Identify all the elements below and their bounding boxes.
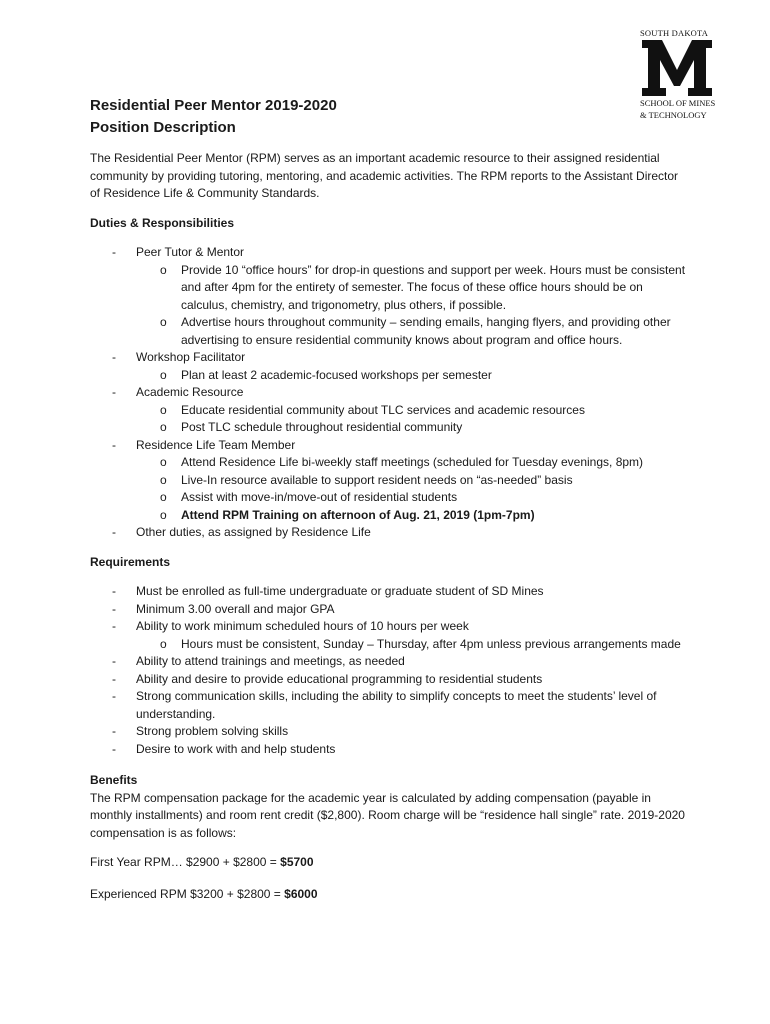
circle-bullet: o xyxy=(160,455,167,469)
requirement-item xyxy=(90,671,690,689)
duty-item xyxy=(90,437,690,525)
dash-bullet: - xyxy=(112,724,116,738)
duty-sublist xyxy=(136,402,690,437)
duty-subitem-text: Provide 10 “office hours” for drop-in questions and support per week. Hours must be consistent and after 4pm for the entirety of semester. The focus of these office hours should be on calculus, chemistry, and trigonometry, plus others, if possible. xyxy=(181,262,686,312)
logo-bottom-line2: & TECHNOLOGY xyxy=(640,110,707,120)
requirements-list xyxy=(90,583,690,758)
duty-label: Academic Resource xyxy=(136,385,244,399)
requirements-heading: Requirements xyxy=(90,554,171,569)
dash-bullet: - xyxy=(112,437,116,452)
dash-bullet: - xyxy=(112,584,116,598)
duty-subitem xyxy=(136,507,690,525)
circle-bullet: o xyxy=(160,367,167,382)
requirement-item xyxy=(90,653,690,671)
requirement-sublist xyxy=(136,636,690,654)
dash-bullet: - xyxy=(112,525,116,539)
duty-subitem-text: Attend Residence Life bi-weekly staff meetings (scheduled for Tuesday evenings, 8pm) xyxy=(181,455,644,469)
dash-bullet: - xyxy=(112,689,116,703)
duty-subitem xyxy=(136,454,690,472)
duty-subitem-text: Plan at least 2 academic-focused workshops per semester xyxy=(181,367,492,382)
experienced-calc: $3200 + $2800 = xyxy=(190,886,285,901)
requirement-item xyxy=(90,601,690,619)
logo-m-icon xyxy=(640,40,714,96)
duty-item xyxy=(90,349,690,384)
circle-bullet: o xyxy=(160,636,167,651)
requirement-item xyxy=(90,741,690,759)
requirement-text: Must be enrolled as full-time undergraduate or graduate student of SD Mines xyxy=(136,584,544,598)
leader-dots: … xyxy=(170,855,183,869)
circle-bullet: o xyxy=(160,402,167,417)
duty-subitem xyxy=(136,489,690,507)
duty-item xyxy=(90,524,690,542)
logo-top-text: SOUTH DAKOTA xyxy=(640,28,709,38)
requirement-item xyxy=(90,723,690,741)
duty-subitem xyxy=(136,419,690,437)
first-year-compensation xyxy=(90,854,690,872)
requirement-text: Ability to attend trainings and meetings, as needed xyxy=(136,654,405,668)
logo-bottom-line1: SCHOOL OF MINES xyxy=(640,98,716,108)
requirement-item xyxy=(90,688,690,723)
requirement-text: Strong communication skills, including the ability to simplify concepts to meet the students’ level of understanding. xyxy=(136,689,657,721)
duty-label: Peer Tutor & Mentor xyxy=(136,245,245,259)
duty-subitem-text: Live-In resource available to support resident needs on “as-needed” basis xyxy=(181,472,573,487)
dash-bullet: - xyxy=(112,654,116,668)
duty-subitem-text: Advertise hours throughout community – sending emails, hanging flyers, and providing other advertising to ensure residential community knows about program and office hours. xyxy=(181,315,671,347)
document-body xyxy=(90,150,690,903)
benefits-paragraph: The RPM compensation package for the academic year is calculated by adding compensation (payable in monthly installments) and room rent credit ($2,800). Room charge will be “residence hall single” rate. 2019-2020 compensation is as follows: xyxy=(90,790,685,840)
experienced-compensation xyxy=(90,886,690,904)
dash-bullet: - xyxy=(112,619,116,633)
duties-list xyxy=(90,244,690,542)
requirement-text: Minimum 3.00 overall and major GPA xyxy=(136,601,335,616)
dash-bullet: - xyxy=(112,385,116,399)
document-title xyxy=(90,95,337,139)
first-year-calc: $2900 + $2800 = xyxy=(182,855,281,869)
requirement-item xyxy=(90,618,690,653)
dash-bullet: - xyxy=(112,245,116,259)
dash-bullet: - xyxy=(112,601,116,616)
duty-label: Workshop Facilitator xyxy=(136,350,246,364)
first-year-label: First Year RPM xyxy=(90,855,171,869)
duties-heading: Duties & Responsibilities xyxy=(90,215,235,230)
dash-bullet: - xyxy=(112,741,116,756)
duty-subitem xyxy=(136,472,690,490)
circle-bullet: o xyxy=(160,315,167,329)
requirement-subitem-text: Hours must be consistent, Sunday – Thursday, after 4pm unless previous arrangements made xyxy=(181,636,681,651)
duty-subitem-text: Educate residential community about TLC services and academic resources xyxy=(181,402,585,417)
requirements-section xyxy=(90,554,690,759)
dash-bullet: - xyxy=(112,350,116,364)
dash-bullet: - xyxy=(112,671,116,686)
duty-subitem xyxy=(136,402,690,420)
first-year-total: $5700 xyxy=(280,855,314,869)
duty-item xyxy=(90,244,690,349)
duty-label: Other duties, as assigned by Residence Life xyxy=(136,525,371,539)
requirement-text: Ability and desire to provide educational programming to residential students xyxy=(136,671,543,686)
circle-bullet: o xyxy=(160,507,167,522)
training-date-text: Attend RPM Training on afternoon of Aug. 21, 2019 (1pm-7pm) xyxy=(181,507,535,522)
duty-sublist xyxy=(136,367,690,385)
duty-item xyxy=(90,384,690,437)
benefits-heading: Benefits xyxy=(90,773,138,787)
experienced-label: Experienced RPM xyxy=(90,886,187,901)
title-line1: Residential Peer Mentor 2019-2020 xyxy=(90,97,337,114)
duty-subitem xyxy=(136,314,690,349)
circle-bullet: o xyxy=(160,262,167,277)
requirement-text: Desire to work with and help students xyxy=(136,741,336,756)
circle-bullet: o xyxy=(160,472,167,487)
duty-sublist xyxy=(136,454,690,524)
requirement-subitem xyxy=(136,636,690,654)
experienced-total: $6000 xyxy=(284,886,318,901)
duty-subitem-text: Assist with move-in/move-out of residential students xyxy=(181,490,458,504)
intro-paragraph: The Residential Peer Mentor (RPM) serves as an important academic resource to their assigned residential community by providing tutoring, mentoring, and academic activities. The RPM reports to the Assistant Director of Residence Life & Community Standards. xyxy=(90,151,679,200)
requirement-item xyxy=(90,583,690,601)
benefits-section xyxy=(90,772,690,903)
title-line2: Position Description xyxy=(90,119,236,136)
requirement-text: Strong problem solving skills xyxy=(136,724,289,738)
duty-sublist xyxy=(136,262,690,350)
duty-label: Residence Life Team Member xyxy=(136,437,296,452)
duty-subitem xyxy=(136,262,690,315)
duty-subitem xyxy=(136,367,690,385)
requirement-text: Ability to work minimum scheduled hours of 10 hours per week xyxy=(136,619,469,633)
circle-bullet: o xyxy=(160,490,167,504)
circle-bullet: o xyxy=(160,420,167,434)
school-logo xyxy=(640,28,730,120)
duty-subitem-text: Post TLC schedule throughout residential community xyxy=(181,420,463,434)
